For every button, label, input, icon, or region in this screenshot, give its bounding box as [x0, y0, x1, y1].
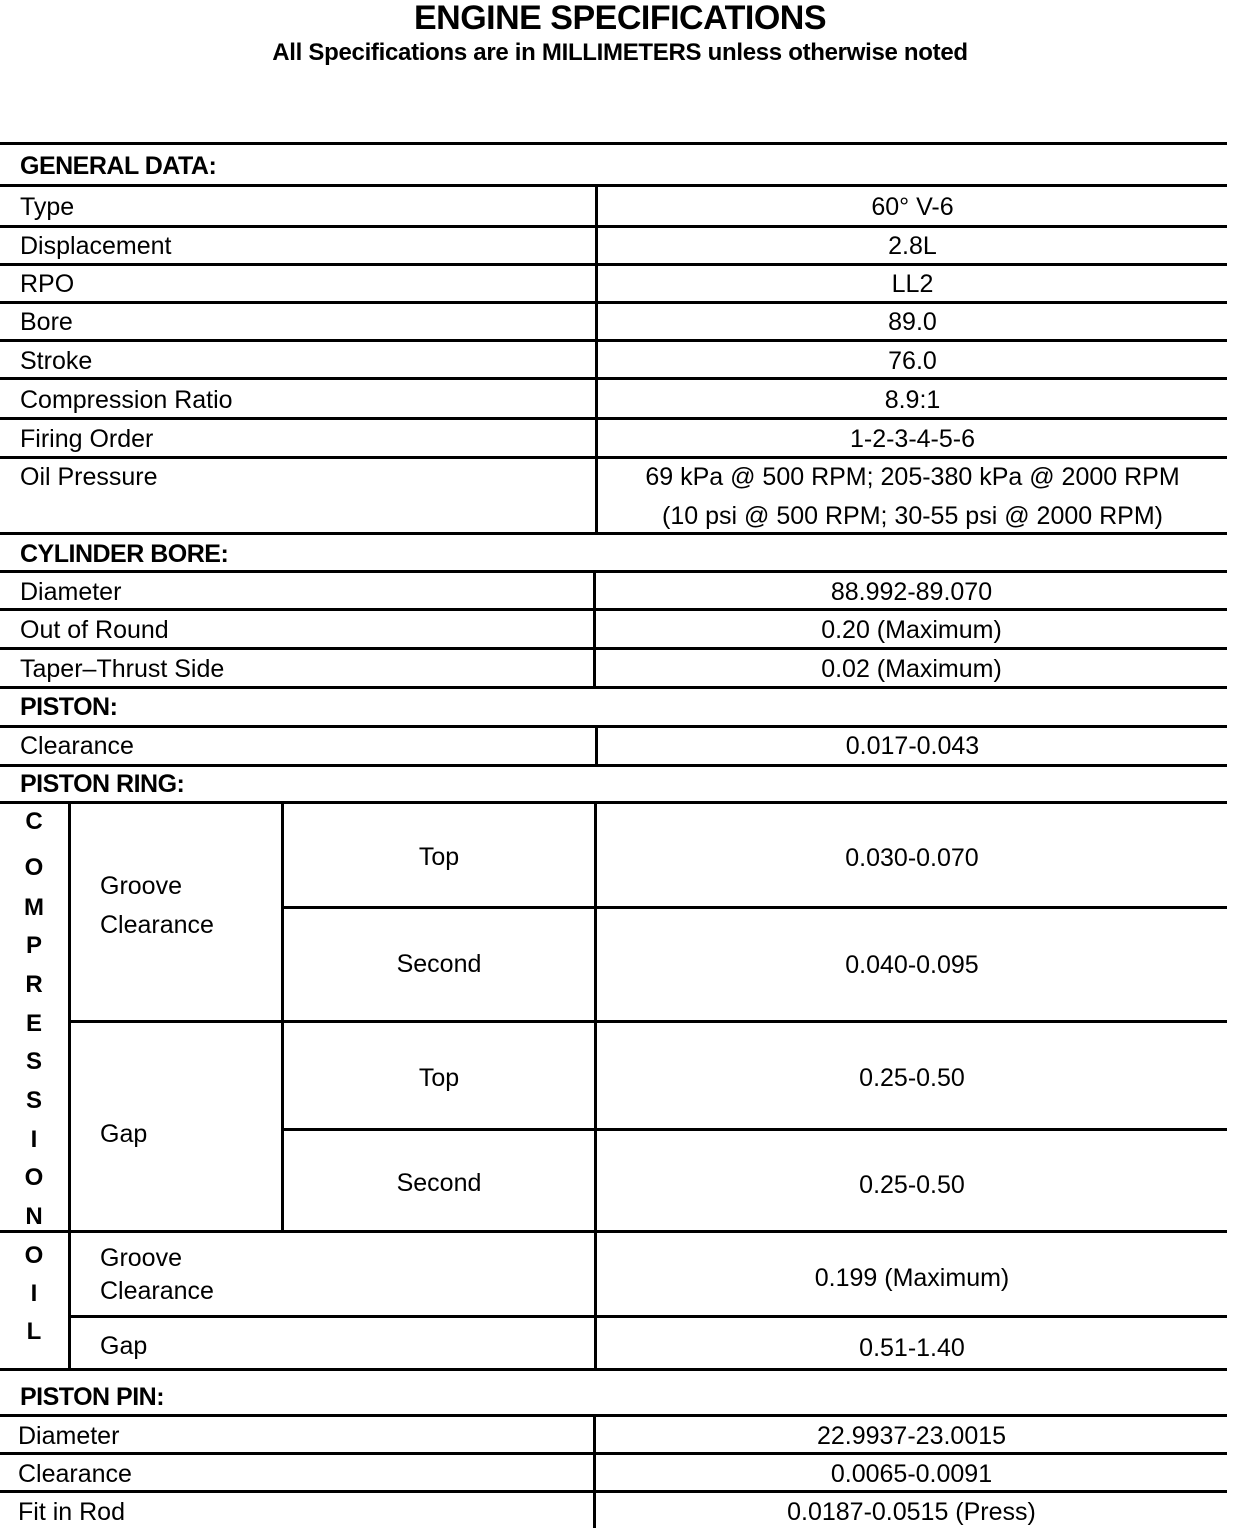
section-heading-piston-ring: PISTON RING:: [20, 770, 185, 798]
rule: [0, 184, 1227, 187]
label-comp-gap-second: Second: [396, 1169, 482, 1197]
value-comp-groove-second: 0.040-0.095: [845, 951, 979, 979]
section-heading-general: GENERAL DATA:: [20, 152, 217, 180]
rule: [0, 570, 1227, 573]
value-comp-gap-second: 0.25-0.50: [859, 1171, 965, 1199]
label-bore-diameter: Diameter: [20, 578, 122, 606]
value-stroke: 76.0: [888, 347, 937, 375]
rule: [0, 801, 1227, 804]
compression-letter: M: [24, 894, 44, 921]
value-fit-in-rod: 0.0187-0.0515 (Press): [787, 1498, 1036, 1526]
rule: [282, 906, 1227, 909]
compression-letter: C: [25, 808, 43, 835]
rule: [0, 1414, 1227, 1417]
value-pin-clearance: 0.0065-0.0091: [830, 1460, 993, 1488]
rule: [0, 532, 1227, 535]
label-oil-groove-line1: Groove: [100, 1244, 182, 1272]
compression-letter: N: [25, 1203, 43, 1230]
label-comp-groove-second: Second: [396, 950, 482, 978]
oil-letter: L: [26, 1318, 42, 1345]
rule: [0, 1368, 1227, 1371]
value-comp-groove-top: 0.030-0.070: [845, 844, 979, 872]
compression-letter: S: [25, 1087, 42, 1114]
value-oil-gap: 0.51-1.40: [859, 1334, 965, 1362]
page-subtitle: All Specifications are in MILLIMETERS unless otherwise noted: [272, 39, 968, 66]
label-comp-groove-line1: Groove: [100, 872, 182, 900]
rule: [0, 608, 1227, 611]
label-stroke: Stroke: [20, 347, 93, 375]
label-oil-pressure: Oil Pressure: [20, 463, 158, 491]
compression-vertical-label: [14, 808, 54, 1228]
compression-letter: S: [25, 1048, 42, 1075]
rule: [0, 764, 1227, 767]
rule: [282, 1128, 1227, 1131]
section-heading-piston-pin: PISTON PIN:: [20, 1383, 165, 1411]
value-pin-diameter: 22.9937-23.0015: [816, 1422, 1007, 1450]
page-title: ENGINE SPECIFICATIONS: [413, 0, 827, 37]
label-oil-groove-line2: Clearance: [100, 1277, 214, 1305]
oil-vertical-label: [14, 1242, 54, 1362]
label-pin-clearance: Clearance: [18, 1460, 132, 1488]
oil-letter: O: [24, 1242, 44, 1269]
value-out-of-round: 0.20 (Maximum): [821, 616, 1002, 644]
label-out-of-round: Out of Round: [20, 616, 169, 644]
label-pin-diameter: Diameter: [18, 1422, 120, 1450]
rule: [0, 417, 1227, 420]
rule: [0, 225, 1227, 228]
label-oil-gap: Gap: [100, 1332, 148, 1360]
value-oil-groove-clearance: 0.199 (Maximum): [814, 1264, 1010, 1292]
value-bore: 89.0: [888, 308, 937, 336]
label-comp-groove-line2: Clearance: [100, 911, 214, 939]
value-piston-clearance: 0.017-0.043: [845, 732, 980, 760]
rule: [0, 647, 1227, 650]
compression-letter: O: [24, 1164, 44, 1191]
label-rpo: RPO: [20, 270, 75, 298]
label-bore: Bore: [20, 308, 73, 336]
compression-letter: R: [25, 971, 43, 998]
value-comp-gap-top: 0.25-0.50: [859, 1064, 965, 1092]
value-firing-order: 1-2-3-4-5-6: [849, 425, 976, 453]
value-oil-pressure-metric: 69 kPa @ 500 RPM; 205-380 kPa @ 2000 RPM: [645, 463, 1180, 491]
column-divider: [68, 801, 71, 1368]
label-firing-order: Firing Order: [20, 425, 154, 453]
rule: [0, 377, 1227, 380]
rule: [0, 263, 1227, 266]
rule: [70, 1020, 1227, 1023]
value-compression-ratio: 8.9:1: [884, 386, 941, 414]
rule: [0, 301, 1227, 304]
rule: [0, 725, 1227, 728]
label-comp-groove-top: Top: [418, 843, 460, 871]
oil-letter: I: [30, 1280, 38, 1307]
label-fit-in-rod: Fit in Rod: [18, 1498, 125, 1526]
section-heading-piston: PISTON:: [20, 693, 118, 721]
value-type: 60° V-6: [871, 193, 954, 221]
compression-letter: I: [30, 1126, 38, 1153]
label-comp-gap: Gap: [100, 1120, 148, 1148]
rule: [0, 1452, 1227, 1455]
value-taper: 0.02 (Maximum): [821, 655, 1002, 683]
rule: [0, 686, 1227, 689]
rule: [0, 1490, 1227, 1493]
rule: [0, 142, 1227, 145]
value-bore-diameter: 88.992-89.070: [830, 578, 993, 606]
label-piston-clearance: Clearance: [20, 732, 134, 760]
compression-letter: O: [24, 854, 44, 881]
compression-letter: P: [25, 932, 42, 959]
rule: [0, 456, 1227, 459]
value-displacement: 2.8L: [888, 232, 937, 260]
label-compression-ratio: Compression Ratio: [20, 386, 233, 414]
label-displacement: Displacement: [20, 232, 172, 260]
rule: [70, 1315, 1227, 1318]
value-rpo: LL2: [891, 270, 934, 298]
compression-letter: E: [25, 1010, 42, 1037]
rule: [0, 339, 1227, 342]
label-comp-gap-top: Top: [418, 1064, 460, 1092]
rule: [0, 1230, 1227, 1233]
label-type: Type: [20, 193, 75, 221]
section-heading-cylinder-bore: CYLINDER BORE:: [20, 540, 229, 568]
label-taper: Taper–Thrust Side: [20, 655, 225, 683]
value-oil-pressure-imperial: (10 psi @ 500 RPM; 30-55 psi @ 2000 RPM): [662, 502, 1163, 530]
